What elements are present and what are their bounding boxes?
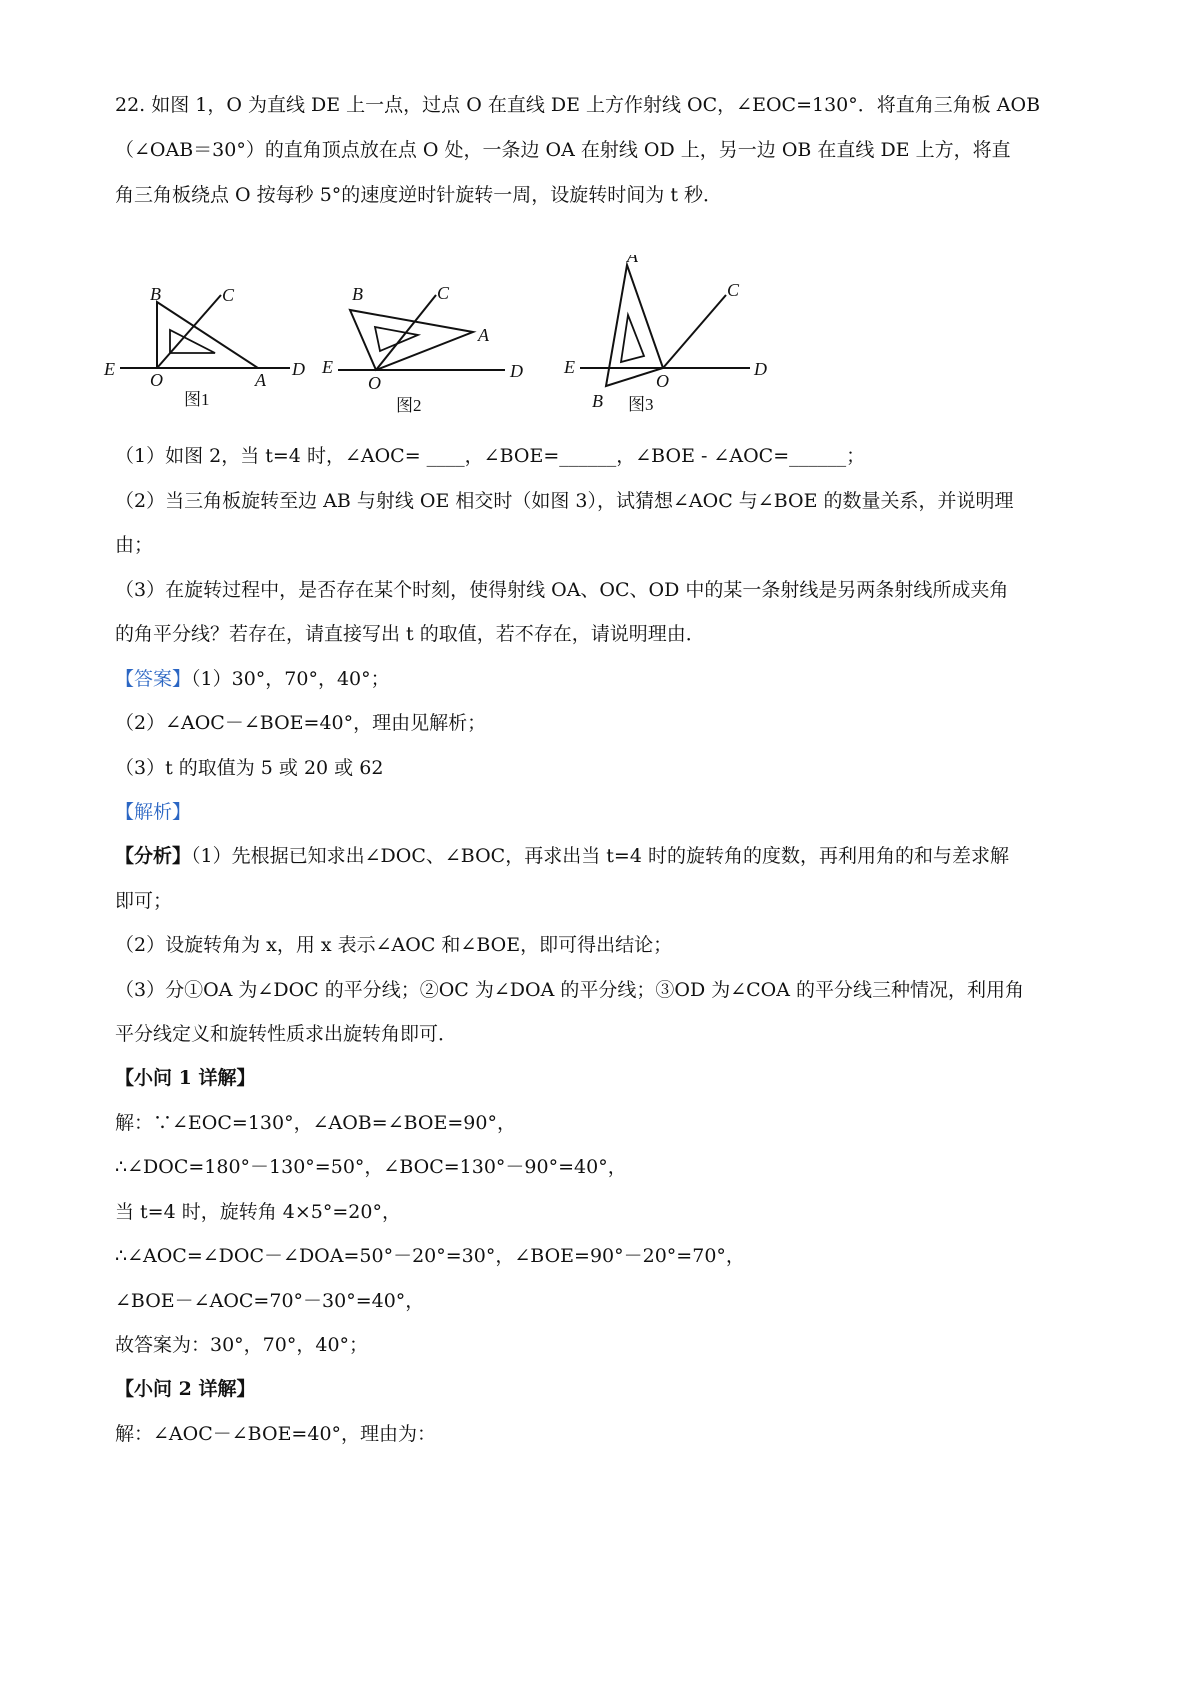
question-3-line-2: 的角平分线？若存在，请直接写出 t 的取值，若不存在，请说明理由． xyxy=(115,623,705,645)
caption-fig3: 图3 xyxy=(628,395,654,414)
question-1: （1）如图 2，当 t=4 时，∠AOC= ____，∠BOE=______，∠BOE - ∠AOC=______； xyxy=(115,445,866,467)
label-b-fig3: B xyxy=(592,391,603,411)
detail-2-line-1: 解：∠AOC－∠BOE=40°，理由为： xyxy=(115,1423,437,1445)
label-o-fig2: O xyxy=(368,373,381,393)
figures-row xyxy=(100,255,860,460)
analysis-f3b: 平分线定义和旋转性质求出旋转角即可． xyxy=(115,1023,458,1045)
figure-3 xyxy=(563,255,767,414)
label-d-fig1: D xyxy=(292,359,305,379)
question-2-line-2: 由； xyxy=(115,534,154,556)
label-a-fig3: A xyxy=(627,255,638,266)
label-c-fig2: C xyxy=(437,283,450,303)
label-a-fig2: A xyxy=(478,325,489,345)
label-b-fig2: B xyxy=(352,284,363,304)
label-e-fig3: E xyxy=(564,357,575,377)
problem-line-1: 22. 如图 1，O 为直线 DE 上一点，过点 O 在直线 DE 上方作射线 OC，∠EOC=130°．将直角三角板 AOB xyxy=(115,94,1041,116)
label-e-fig1: E xyxy=(104,359,115,379)
triangle-inner-fig3 xyxy=(621,315,644,362)
detail-2-tag: 【小问 2 详解】 xyxy=(115,1378,256,1400)
question-2-line-1: （2）当三角板旋转至边 AB 与射线 OE 相交时（如图 3），试猜想∠AOC 与∠BOE 的数量关系，并说明理 xyxy=(115,490,1014,512)
label-b-fig1: B xyxy=(150,284,161,304)
label-o-fig3: O xyxy=(656,371,669,391)
triangle-inner-fig2 xyxy=(375,327,418,351)
detail-1-line-4: ∴∠AOC=∠DOC－∠DOA=50°－20°=30°，∠BOE=90°－20°=70°， xyxy=(115,1245,745,1267)
detail-1-tag: 【小问 1 详解】 xyxy=(115,1067,256,1089)
label-a-fig1: A xyxy=(255,370,266,390)
analysis-f1a: （1）先根据已知求出∠DOC、∠BOC，再求出当 t=4 时的旋转角的度数，再利用角的和与差求解 xyxy=(191,845,1009,867)
analysis-f1b: 即可； xyxy=(115,890,173,912)
analysis-line-1 xyxy=(115,843,1009,869)
label-d-fig2: D xyxy=(510,361,523,381)
label-c-fig3: C xyxy=(727,280,740,300)
answer-1: （1）30°，70°，40°； xyxy=(191,668,390,690)
figure-2 xyxy=(321,283,523,415)
detail-1-line-6: 故答案为：30°，70°，40°； xyxy=(115,1334,369,1356)
detail-1-line-2: ∴∠DOC=180°－130°=50°，∠BOC=130°－90°=40°， xyxy=(115,1156,627,1178)
question-3-line-1: （3）在旋转过程中，是否存在某个时刻，使得射线 OA、OC、OD 中的某一条射线是另两条射线所成夹角 xyxy=(115,579,1009,601)
caption-fig1: 图1 xyxy=(184,390,210,409)
answer-3: （3）t 的取值为 5 或 20 或 62 xyxy=(115,757,384,779)
analysis-f2: （2）设旋转角为 x，用 x 表示∠AOC 和∠BOE，即可得出结论； xyxy=(115,934,673,956)
detail-1-line-3: 当 t=4 时，旋转角 4×5°=20°， xyxy=(115,1201,401,1223)
triangle-inner-fig1 xyxy=(170,330,215,353)
problem-line-3: 角三角板绕点 O 按每秒 5°的速度逆时针旋转一周，设旋转时间为 t 秒． xyxy=(115,184,722,206)
caption-fig2: 图2 xyxy=(396,396,422,415)
triangle-aob-fig2 xyxy=(350,310,473,370)
figure-1 xyxy=(103,284,305,409)
detail-1-line-1: 解：∵∠EOC=130°，∠AOB=∠BOE=90°， xyxy=(115,1112,516,1134)
label-e-fig2: E xyxy=(322,357,333,377)
fenxi-tag: 【分析】 xyxy=(115,845,192,867)
label-d-fig3: D xyxy=(754,359,767,379)
analysis-tag: 【解析】 xyxy=(115,801,192,823)
answer-tag: 【答案】 xyxy=(115,668,192,690)
answer-2: （2）∠AOC－∠BOE=40°，理由见解析； xyxy=(115,712,487,734)
figures-svg xyxy=(100,255,860,460)
label-o-fig1: O xyxy=(150,370,163,390)
detail-1-line-5: ∠BOE－∠AOC=70°－30°=40°， xyxy=(115,1290,425,1312)
problem-line-2: （∠OAB＝30°）的直角顶点放在点 O 处，一条边 OA 在射线 OD 上，另一边 OB 在直线 DE 上方，将直 xyxy=(115,139,1011,161)
ray-oc-fig1 xyxy=(157,295,221,368)
label-c-fig1: C xyxy=(222,285,235,305)
answer-line-1 xyxy=(115,666,390,692)
ray-oc-fig3 xyxy=(663,295,726,368)
analysis-f3a: （3）分①OA 为∠DOC 的平分线；②OC 为∠DOA 的平分线；③OD 为∠COA 的平分线三种情况，利用角 xyxy=(115,979,1025,1001)
